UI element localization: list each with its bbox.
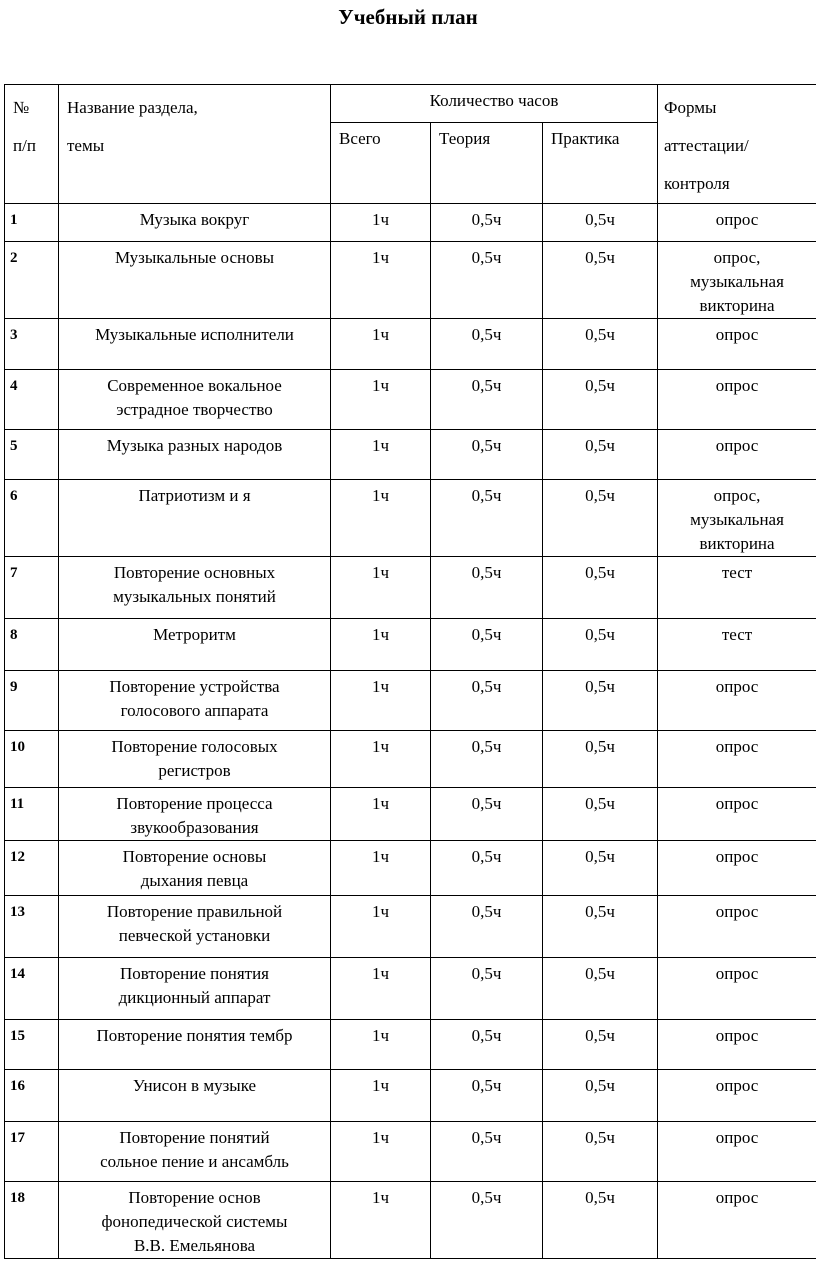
row-hours-total: 1ч — [331, 204, 431, 242]
row-assessment-form — [658, 370, 816, 430]
section-name-line: Повторение правильной — [106, 902, 283, 921]
section-name-line: Повторение основы — [122, 847, 267, 866]
row-assessment-form — [658, 958, 816, 1020]
row-section-name — [59, 557, 331, 619]
table-row — [5, 319, 816, 370]
row-hours-total: 1ч — [331, 319, 431, 370]
section-name-line: Повторение понятия тембр — [96, 1026, 293, 1045]
section-name-line: Музыкальные основы — [114, 248, 275, 267]
row-hours-practice: 0,5ч — [543, 319, 658, 370]
row-assessment-form — [658, 1070, 816, 1122]
table-row — [5, 731, 816, 788]
row-hours-practice: 0,5ч — [543, 841, 658, 896]
row-hours-theory: 0,5ч — [431, 841, 543, 896]
section-name-line: Повторение понятий — [119, 1128, 270, 1147]
assessment-form-line: опрос — [715, 677, 759, 696]
row-hours-practice: 0,5ч — [543, 480, 658, 557]
assessment-form-line: музыкальная — [690, 510, 784, 529]
table-row — [5, 788, 816, 841]
row-section-name — [59, 1182, 331, 1259]
row-number: 3 — [5, 319, 59, 370]
header-number — [5, 85, 59, 204]
section-name-line: Современное вокальное — [107, 376, 282, 395]
assessment-form-line: опрос — [715, 1128, 759, 1147]
row-assessment-form — [658, 731, 816, 788]
row-assessment-form — [658, 480, 816, 557]
row-hours-theory: 0,5ч — [431, 319, 543, 370]
row-number: 7 — [5, 557, 59, 619]
row-hours-theory: 0,5ч — [431, 731, 543, 788]
row-hours-total: 1ч — [331, 619, 431, 671]
assessment-form-line: тест — [721, 563, 753, 582]
row-hours-total: 1ч — [331, 480, 431, 557]
row-hours-total: 1ч — [331, 788, 431, 841]
section-name-line: певческой установки — [118, 926, 271, 945]
row-assessment-form — [658, 619, 816, 671]
assessment-form-line: опрос — [715, 1188, 759, 1207]
header-hours: Количество часов — [331, 85, 658, 123]
assessment-form-line: опрос — [715, 325, 759, 344]
row-assessment-form — [658, 1020, 816, 1070]
row-assessment-form — [658, 671, 816, 731]
row-number: 14 — [5, 958, 59, 1020]
row-section-name — [59, 1122, 331, 1182]
row-hours-total: 1ч — [331, 1122, 431, 1182]
row-hours-practice: 0,5ч — [543, 731, 658, 788]
row-section-name — [59, 958, 331, 1020]
section-name-line: Повторение основных — [113, 563, 276, 582]
row-assessment-form — [658, 841, 816, 896]
row-hours-total: 1ч — [331, 731, 431, 788]
row-hours-theory: 0,5ч — [431, 480, 543, 557]
row-number: 1 — [5, 204, 59, 242]
table-row — [5, 430, 816, 480]
row-hours-theory: 0,5ч — [431, 1182, 543, 1259]
assessment-form-line: опрос — [715, 376, 759, 395]
row-hours-theory: 0,5ч — [431, 1020, 543, 1070]
row-hours-total: 1ч — [331, 958, 431, 1020]
section-name-line: Метроритм — [153, 625, 236, 644]
row-assessment-form — [658, 1122, 816, 1182]
row-number: 5 — [5, 430, 59, 480]
row-section-name — [59, 430, 331, 480]
table-row — [5, 204, 816, 242]
row-assessment-form — [658, 788, 816, 841]
assessment-form-line: опрос, — [713, 486, 761, 505]
table-row — [5, 841, 816, 896]
section-name-line: фонопедической системы — [101, 1212, 288, 1231]
section-name-line: Повторение процесса — [116, 794, 273, 813]
section-name-line: Унисон в музыке — [132, 1076, 257, 1095]
row-number: 10 — [5, 731, 59, 788]
row-number: 15 — [5, 1020, 59, 1070]
row-section-name — [59, 788, 331, 841]
table-row — [5, 958, 816, 1020]
assessment-form-line: опрос, — [713, 248, 761, 267]
section-name-line: Повторение понятия — [120, 964, 269, 983]
row-assessment-form — [658, 204, 816, 242]
row-section-name — [59, 242, 331, 319]
assessment-form-line: музыкальная — [690, 272, 784, 291]
section-name-line: звукообразования — [130, 818, 259, 837]
section-name-line: Повторение устройства — [109, 677, 280, 696]
row-hours-theory: 0,5ч — [431, 671, 543, 731]
assessment-form-line: опрос — [715, 1076, 759, 1095]
row-section-name — [59, 671, 331, 731]
row-number: 11 — [5, 788, 59, 841]
section-name-line: дыхания певца — [140, 871, 249, 890]
section-name-line: эстрадное творчество — [116, 400, 273, 419]
page-title: Учебный план — [338, 5, 478, 29]
assessment-form-line: викторина — [699, 296, 775, 315]
header-theory: Теория — [431, 122, 543, 203]
row-hours-practice: 0,5ч — [543, 430, 658, 480]
row-hours-theory: 0,5ч — [431, 370, 543, 430]
section-name-line: дикционный аппарат — [118, 988, 271, 1007]
row-number: 13 — [5, 896, 59, 958]
row-hours-total: 1ч — [331, 557, 431, 619]
section-name-line: Повторение голосовых — [111, 737, 278, 756]
section-name-line: Музыка вокруг — [139, 210, 250, 229]
curriculum-table — [4, 84, 816, 1259]
row-section-name — [59, 370, 331, 430]
row-number: 2 — [5, 242, 59, 319]
row-hours-theory: 0,5ч — [431, 557, 543, 619]
row-number: 17 — [5, 1122, 59, 1182]
section-name-line: регистров — [158, 761, 231, 780]
row-assessment-form — [658, 896, 816, 958]
row-hours-practice: 0,5ч — [543, 1070, 658, 1122]
row-hours-practice: 0,5ч — [543, 619, 658, 671]
assessment-form-line: викторина — [699, 534, 775, 553]
row-assessment-form — [658, 242, 816, 319]
row-number: 6 — [5, 480, 59, 557]
header-section-name — [59, 85, 331, 204]
header-number-line1: № — [13, 98, 30, 117]
row-hours-theory: 0,5ч — [431, 958, 543, 1020]
row-hours-practice: 0,5ч — [543, 1020, 658, 1070]
table-row — [5, 1122, 816, 1182]
row-hours-theory: 0,5ч — [431, 1122, 543, 1182]
header-practice: Практика — [543, 122, 658, 203]
assessment-form-line: опрос — [715, 436, 759, 455]
table-row — [5, 1182, 816, 1259]
table-header — [5, 85, 816, 204]
assessment-form-line: опрос — [715, 737, 759, 756]
row-hours-practice: 0,5ч — [543, 242, 658, 319]
row-assessment-form — [658, 430, 816, 480]
table-row — [5, 480, 816, 557]
assessment-form-line: тест — [721, 625, 753, 644]
row-hours-practice: 0,5ч — [543, 896, 658, 958]
row-number: 12 — [5, 841, 59, 896]
table-row — [5, 1020, 816, 1070]
header-forms-line2: аттестации/ — [664, 136, 749, 155]
row-hours-practice: 0,5ч — [543, 671, 658, 731]
table-row — [5, 370, 816, 430]
row-hours-theory: 0,5ч — [431, 204, 543, 242]
header-total: Всего — [331, 122, 431, 203]
row-hours-theory: 0,5ч — [431, 1070, 543, 1122]
row-hours-theory: 0,5ч — [431, 242, 543, 319]
row-section-name — [59, 319, 331, 370]
section-name-line: Музыкальные исполнители — [95, 325, 294, 344]
section-name-line: музыкальных понятий — [113, 587, 276, 606]
row-hours-theory: 0,5ч — [431, 896, 543, 958]
row-hours-theory: 0,5ч — [431, 430, 543, 480]
row-section-name — [59, 1070, 331, 1122]
table-row — [5, 242, 816, 319]
assessment-form-line: опрос — [715, 1026, 759, 1045]
row-hours-total: 1ч — [331, 896, 431, 958]
row-hours-practice: 0,5ч — [543, 204, 658, 242]
assessment-form-line: опрос — [715, 794, 759, 813]
row-number: 4 — [5, 370, 59, 430]
table-row — [5, 557, 816, 619]
section-name-line: сольное пение и ансамбль — [100, 1152, 289, 1171]
row-hours-practice: 0,5ч — [543, 958, 658, 1020]
row-number: 9 — [5, 671, 59, 731]
header-forms — [658, 85, 816, 204]
header-forms-line3: контроля — [664, 174, 730, 193]
row-hours-total: 1ч — [331, 430, 431, 480]
assessment-form-line: опрос — [715, 902, 759, 921]
row-assessment-form — [658, 1182, 816, 1259]
row-hours-total: 1ч — [331, 671, 431, 731]
row-hours-practice: 0,5ч — [543, 370, 658, 430]
row-number: 16 — [5, 1070, 59, 1122]
row-hours-practice: 0,5ч — [543, 557, 658, 619]
assessment-form-line: опрос — [715, 210, 759, 229]
header-name-line1: Название раздела, — [67, 98, 198, 117]
row-number: 18 — [5, 1182, 59, 1259]
row-hours-total: 1ч — [331, 841, 431, 896]
header-row-top — [5, 85, 816, 123]
row-section-name — [59, 1020, 331, 1070]
row-assessment-form — [658, 557, 816, 619]
row-hours-practice: 0,5ч — [543, 1182, 658, 1259]
table-row — [5, 671, 816, 731]
row-number: 8 — [5, 619, 59, 671]
row-section-name — [59, 841, 331, 896]
row-section-name — [59, 204, 331, 242]
row-hours-total: 1ч — [331, 370, 431, 430]
row-hours-theory: 0,5ч — [431, 788, 543, 841]
row-hours-practice: 0,5ч — [543, 1122, 658, 1182]
header-forms-line1: Формы — [664, 98, 717, 117]
row-section-name — [59, 619, 331, 671]
row-hours-total: 1ч — [331, 242, 431, 319]
assessment-form-line: опрос — [715, 964, 759, 983]
header-number-line2: п/п — [13, 136, 36, 155]
section-name-line: Музыка разных народов — [106, 436, 283, 455]
row-hours-total: 1ч — [331, 1182, 431, 1259]
row-hours-total: 1ч — [331, 1070, 431, 1122]
row-section-name — [59, 896, 331, 958]
section-name-line: Патриотизм и я — [138, 486, 251, 505]
section-name-line: голосового аппарата — [120, 701, 269, 720]
table-row — [5, 1070, 816, 1122]
table-row — [5, 619, 816, 671]
section-name-line: В.В. Емельянова — [133, 1236, 256, 1255]
row-hours-total: 1ч — [331, 1020, 431, 1070]
assessment-form-line: опрос — [715, 847, 759, 866]
row-section-name — [59, 480, 331, 557]
table-row — [5, 896, 816, 958]
header-name-line2: темы — [67, 136, 105, 155]
row-hours-practice: 0,5ч — [543, 788, 658, 841]
table-body — [5, 204, 816, 1259]
section-name-line: Повторение основ — [128, 1188, 261, 1207]
row-section-name — [59, 731, 331, 788]
row-assessment-form — [658, 319, 816, 370]
row-hours-theory: 0,5ч — [431, 619, 543, 671]
